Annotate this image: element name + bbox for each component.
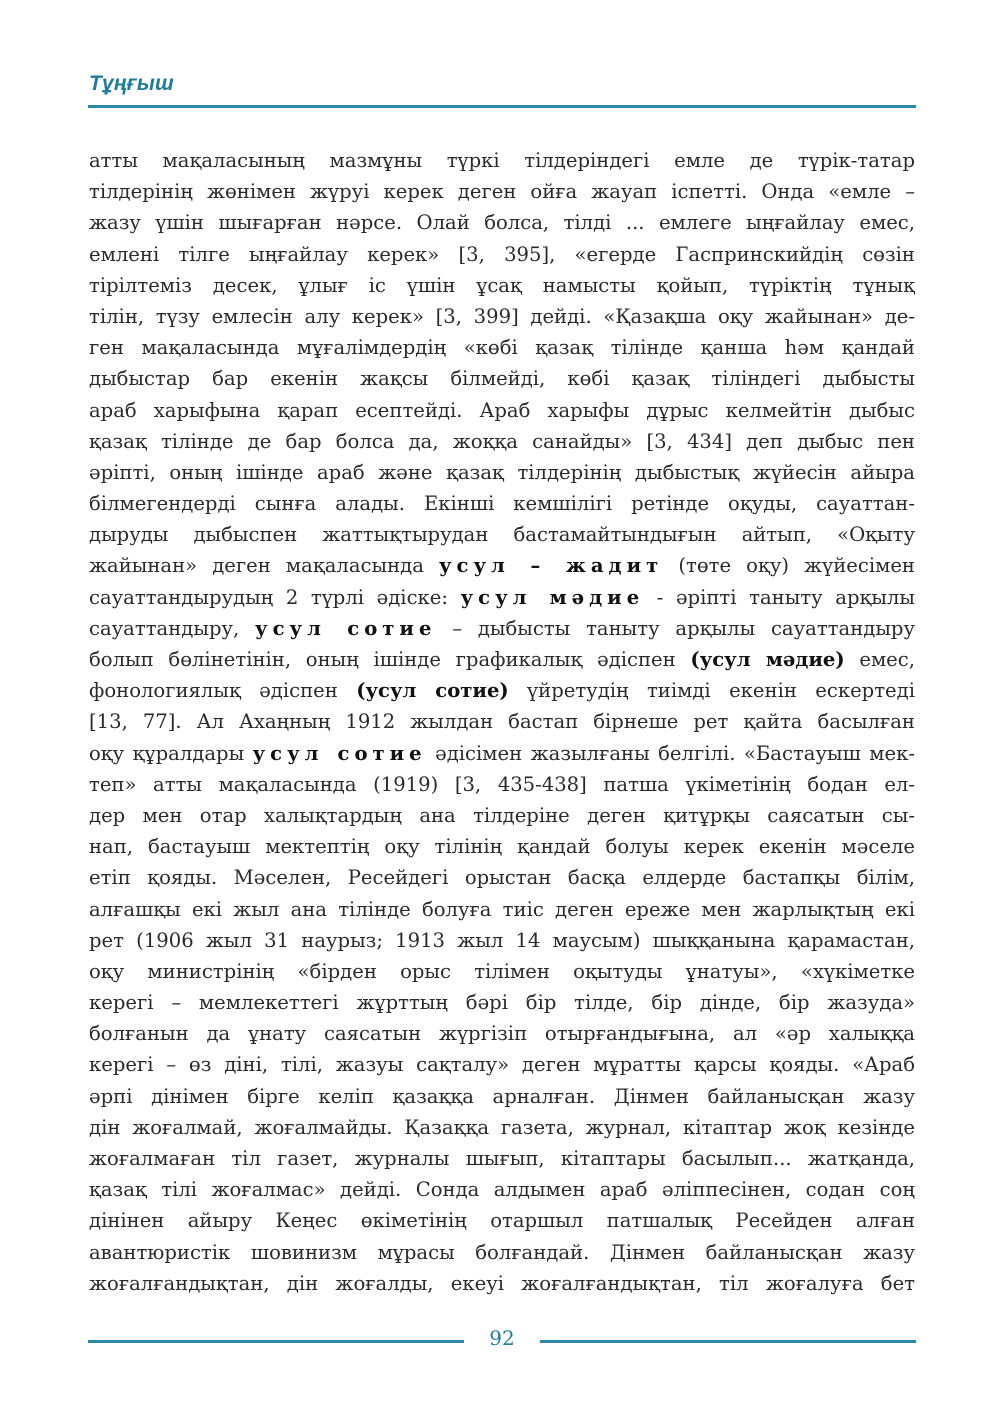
text-line bbox=[89, 426, 915, 457]
text-line bbox=[89, 738, 915, 769]
text-segment: (төте оқу) жүйесімен bbox=[663, 554, 915, 578]
text-segment: керегі – өз діні, тілі, жазуы сақталу» деген мұратты қарсы қояды. «Араб bbox=[89, 1053, 915, 1077]
text-line bbox=[89, 519, 915, 550]
text-segment: етіп қояды. Мәселен, Ресейдегі орыстан басқа елдерде бастапқы білім, bbox=[89, 866, 915, 890]
text-segment: дыруды дыбыспен жаттықтырудан бастамайтындығын айтып, «Оқыту bbox=[89, 523, 915, 547]
text-segment: сауаттандыру, bbox=[89, 616, 256, 640]
text-segment: дыбыстар бар екенін жақсы білмейді, көбі қазақ тіліндегі дыбысты bbox=[89, 367, 915, 391]
text-segment: қазақ тілі жоғалмас» дейді. Сонда алдымен араб әліппесінен, содан соң bbox=[89, 1178, 915, 1202]
text-segment: емес, bbox=[844, 648, 915, 671]
text-line bbox=[89, 239, 915, 270]
text-segment: әдісімен жазылғаны белгілі. «Бастауыш мек- bbox=[426, 741, 915, 765]
text-segment: тірілтеміз десек, ұлығ іс үшін ұсақ намысты қойып, түріктің тұнық bbox=[89, 273, 915, 297]
text-segment: әрпі дінімен бірге келіп қазаққа арналған. Дінмен байланысқан жазу bbox=[89, 1084, 915, 1108]
text-segment: авантюристік шовинизм мұрасы болғандай. Дінмен байланысқан жазу bbox=[89, 1240, 915, 1264]
text-segment: сауаттандырудың 2 түрлі әдіске: bbox=[89, 585, 461, 609]
text-line bbox=[89, 582, 915, 613]
text-segment: болғанын да ұнату саясатын жүргізіп отырғандығына, ал «әр халыққа bbox=[89, 1022, 915, 1046]
text-segment: жоғалғандықтан, дін жоғалды, екеуі жоғалғандықтан, тіл жоғалуға бет bbox=[89, 1271, 915, 1295]
footer-rule-right bbox=[540, 1340, 916, 1343]
body-text bbox=[89, 145, 915, 1299]
text-segment: білмегендерді сынға алады. Екінші кемшілігі ретінде оқуды, сауаттан- bbox=[89, 492, 915, 516]
text-line bbox=[89, 1081, 915, 1112]
text-line bbox=[89, 301, 915, 332]
text-segment: ген мақаласында мұғалімдердің «көбі қазақ тілінде қанша һәм қандай bbox=[89, 336, 915, 360]
text-segment: жоғалмаған тіл газет, журналы шығып, кітаптары басылып... жатқанда, bbox=[89, 1147, 915, 1170]
footer-rule-left bbox=[88, 1340, 464, 1343]
text-segment: теп» атты мақаласында (1919) [3, 435-438] патша үкіметінің бодан ел- bbox=[89, 772, 915, 796]
text-line bbox=[89, 363, 915, 394]
text-line bbox=[89, 145, 915, 176]
text-segment: қазақ тілінде де бар болса да, жоққа санайды» [3, 434] деп дыбыс пен bbox=[89, 429, 915, 453]
text-segment: нап, бастауыш мектептің оқу тілінің қандай болуы керек екенін мәселе bbox=[89, 835, 915, 859]
text-line bbox=[89, 488, 915, 519]
running-header-title: Тұңғыш bbox=[89, 72, 174, 95]
text-segment: оқу құралдары bbox=[89, 741, 253, 765]
text-segment: үйретудің тиімді екенін ескертеді bbox=[508, 679, 915, 703]
text-segment: алғашқы екі жыл ана тілінде болуға тиіс деген ереже мен жарлықтың екі bbox=[89, 897, 915, 921]
text-line bbox=[89, 675, 915, 706]
text-segment: жазу үшін шығарған нәрсе. Олай болса, тілді ... емлеге ыңғайлау емес, bbox=[89, 211, 915, 235]
text-segment: керегі – мемлекеттегі жұрттың бәрі бір тілде, бір дінде, бір жазуда» bbox=[89, 991, 915, 1015]
text-segment: рет (1906 жыл 31 наурыз; 1913 жыл 14 маусым) шыққанына қарамастан, bbox=[89, 928, 915, 952]
text-line bbox=[89, 1174, 915, 1205]
header-rule bbox=[88, 105, 916, 108]
text-segment: - әріпті таныту арқылы bbox=[644, 585, 915, 609]
text-line bbox=[89, 1049, 915, 1080]
text-line bbox=[89, 644, 915, 675]
text-line bbox=[89, 706, 915, 737]
text-line bbox=[89, 956, 915, 987]
text-segment: дінінен айыру Кеңес өкіметінің отаршыл патшалық Ресейден алған bbox=[89, 1209, 915, 1233]
text-line bbox=[89, 550, 915, 581]
bold-term: (усул сотие) bbox=[356, 679, 509, 703]
text-line bbox=[89, 987, 915, 1018]
text-line bbox=[89, 1018, 915, 1049]
text-line bbox=[89, 1205, 915, 1236]
text-segment: дер мен отар халықтардың ана тілдеріне деген қитұрқы саясатын сы- bbox=[89, 803, 915, 827]
bold-term: (усул мәдие) bbox=[690, 648, 845, 671]
text-line bbox=[89, 1143, 915, 1174]
text-segment: жайынан» деген мақаласында bbox=[89, 554, 440, 578]
text-line bbox=[89, 1112, 915, 1143]
text-segment: емлені тілге ыңғайлау керек» [3, 395], «егерде Гаспринскийдің сөзін bbox=[89, 242, 915, 266]
text-line bbox=[89, 1237, 915, 1268]
text-line bbox=[89, 894, 915, 925]
page-number: 92 bbox=[489, 1326, 515, 1350]
text-line bbox=[89, 862, 915, 893]
text-segment: араб харыфына қарап есептейді. Араб харыфы дұрыс келмейтін дыбыс bbox=[89, 398, 915, 422]
text-segment: болып бөлінетінін, оның ішінде графикалық әдіспен bbox=[89, 648, 691, 671]
text-segment: әріпті, оның ішінде араб және қазақ тілдерінің дыбыстық жүйесін айыра bbox=[89, 460, 915, 484]
text-line bbox=[89, 831, 915, 862]
text-segment: – дыбысты таныту арқылы сауаттандыру bbox=[436, 616, 915, 640]
text-line bbox=[89, 769, 915, 800]
bold-term: усул сотие bbox=[255, 616, 437, 640]
text-line bbox=[89, 800, 915, 831]
bold-term: усул – жадит bbox=[439, 554, 664, 578]
text-segment: атты мақаласының мазмұны түркі тілдеріндегі емле де түрік-татар bbox=[89, 149, 915, 172]
text-line bbox=[89, 1268, 915, 1299]
text-segment: дін жоғалмай, жоғалмайды. Қазаққа газета, журнал, кітаптар жоқ кезінде bbox=[89, 1115, 915, 1139]
text-segment: тілін, түзу емлесін алу керек» [3, 399] дейді. «Қазақша оқу жайынан» де- bbox=[89, 304, 915, 328]
text-segment: оқу министрінің «бірден орыс тілімен оқытуды ұнатуы», «хүкіметке bbox=[89, 959, 915, 983]
text-line bbox=[89, 925, 915, 956]
text-line bbox=[89, 332, 915, 363]
text-line bbox=[89, 176, 915, 207]
text-segment: фонологиялық әдіспен bbox=[89, 679, 357, 703]
text-segment: [13, 77]. Ал Ахаңның 1912 жылдан бастап бірнеше рет қайта басылған bbox=[89, 710, 915, 734]
bold-term: усул мәдие bbox=[460, 585, 645, 609]
text-line bbox=[89, 395, 915, 426]
text-line bbox=[89, 207, 915, 238]
text-line bbox=[89, 270, 915, 301]
bold-term: усул сотие bbox=[252, 741, 427, 765]
text-segment: тілдерінің жөнімен жүруі керек деген ойға жауап іспетті. Онда «емле – bbox=[89, 180, 915, 204]
text-line bbox=[89, 457, 915, 488]
text-line bbox=[89, 613, 915, 644]
